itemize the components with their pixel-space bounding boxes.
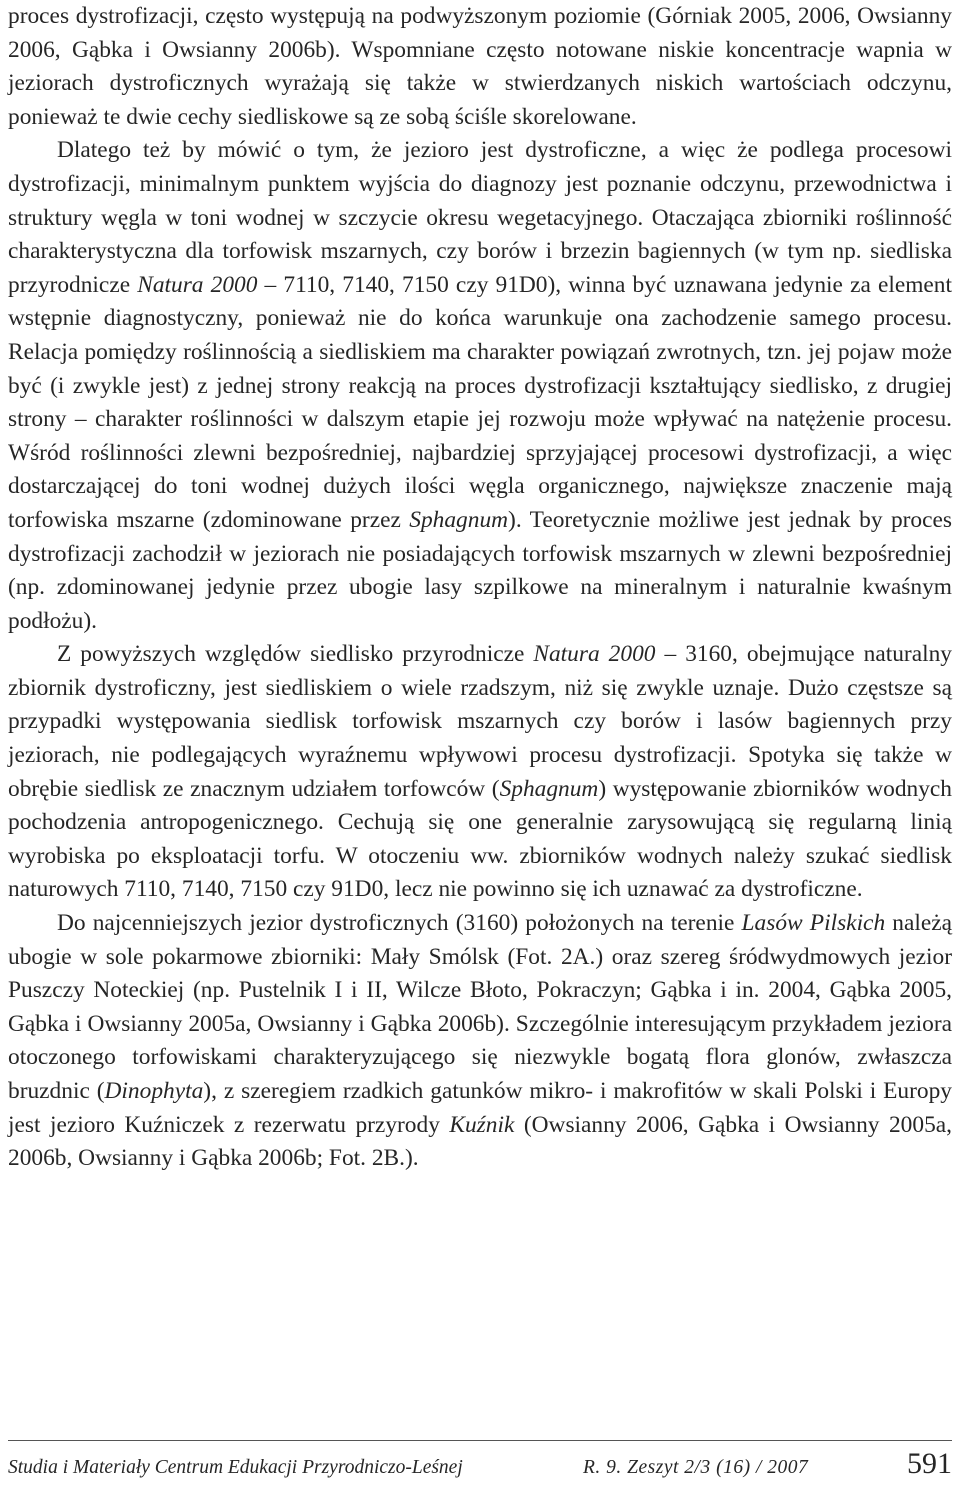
- paragraph-4-italic-dinophyta: Dinophyta: [104, 1078, 204, 1104]
- page-number: 591: [907, 1447, 952, 1480]
- paragraph-2-italic-sphagnum: Sphagnum: [409, 506, 509, 533]
- paragraph-1-text: proces dystrofizacji, często występują na podwyższonym poziomie (Górniak 2005, 2006, Owsianny 2006, Gąbka i Owsianny 2006b). Wspomniane często notowane niskie koncentracje wapnia w jeziorach dystroficznych wyrażają się także w stwierdzanych niskich wartościach odczynu, ponieważ te dwie cechy siedliskowe są ze sobą ściśle skorelowane.: [8, 3, 952, 130]
- paragraph-4-text-d: (Owsianny 2006, Gąbka i Owsianny 2005a, 2006b, Owsianny i Gąbka 2006b; Fot. 2B.).: [8, 1111, 952, 1172]
- paragraph-2-italic-natura: Natura 2000: [137, 271, 258, 298]
- paragraph-3-italic-natura: Natura 2000: [533, 641, 656, 668]
- paragraph-2-text-a: Dlatego też by mówić o tym, że jezioro jest dystroficzne, a więc że podlega procesowi dystrofizacji, minimalnym punktem wyjścia do diagnozy jest poznanie odczynu, przewodnictwa i struktury węgla w toni wodnej w szczycie okresu wegetacyjnego. Otaczająca zbiorniki roślinność charakterystyczna dla torfowisk mszarnych, czy borów i brzezin bagiennych (w tym np. siedliska przyrodnicze: [8, 137, 952, 298]
- paragraph-3-italic-sphagnum: Sphagnum: [499, 775, 599, 802]
- paragraph-2-text-c: ). Teoretycznie możliwe jest jednak by proces dystrofizacji zachodził w jeziorach nie posiadających torfowisk mszarnych w zlewni bezpośredniej (np. zdominowanej jedynie przez ubogie lasy szpilkowe na mineralnym i naturalnie kwaśnym podłożu).: [8, 506, 952, 634]
- paragraph-3-text-b: – 3160, obejmujące naturalny zbiornik dystroficzny, jest siedliskiem o wiele rzadszym, niż się zwykle uznaje. Dużo częstsze są przypadki występowania siedlisk torfowisk mszarnych czy borów i lasów bagiennych przy jeziorach, nie podlegających wyraźnemu wpływowi procesu dystrofizacji. Spotyka się także w obrębie siedlisk ze znacznym udziałem torfowców (: [8, 641, 952, 802]
- paragraph-4-italic-lasow-pilskich: Lasów Pilskich: [741, 910, 886, 937]
- page-footer: [8, 1440, 952, 1485]
- paragraph-1: [8, 0, 952, 134]
- paragraph-4-text-a: Do najcenniejszych jezior dystroficznych (3160) położonych na terenie: [57, 910, 742, 937]
- paragraph-3-text-a: Z powyższych względów siedlisko przyrodnicze: [57, 641, 534, 668]
- paragraph-3: [8, 638, 952, 907]
- journal-title: Studia i Materiały Centrum Edukacji Przyrodniczo-Leśnej: [8, 1457, 463, 1478]
- paragraph-4-italic-kuznik: Kuźnik: [449, 1111, 515, 1138]
- paragraph-3-text-c: ) występowanie zbiorników wodnych pochodzenia antropogenicznego. Cechują się one generalnie zarysowującą się regularną linią wyrobiska po eksploatacji torfu. W otoczeniu ww. zbiorników wodnych należy szukać siedlisk naturowych 7110, 7140, 7150 czy 91D0, lecz nie powinno się ich uznawać za dystroficzne.: [8, 775, 952, 903]
- paragraph-4: [8, 907, 952, 1176]
- paragraph-4-text-b: należą ubogie w sole pokarmowe zbiorniki: Mały Smólsk (Fot. 2A.) oraz szereg śródwydmowych jezior Puszczy Noteckiej (np. Pustelnik I i II, Wilcze Błoto, Pokraczyn; Gąbka i in. 2004, Gąbka 2005, Gąbka i Owsianny 2005a, Owsianny i Gąbka 2006b). Szczególnie interesującym przykładem jeziora otoczonego torfowiskami charakteryzującego się niezwykle bogatą flora glonów, zwłaszcza bruzdnic (: [8, 910, 953, 1104]
- issue-info: R. 9. Zeszyt 2/3 (16) / 2007: [583, 1457, 809, 1478]
- paragraph-4-text-c: ), z szeregiem rzadkich gatunków mikro- i makrofitów w skali Polski i Europy jest jezioro Kuźniczek z rezerwatu przyrody: [8, 1078, 952, 1138]
- page-body: [8, 0, 952, 1176]
- paragraph-2-text-b: – 7110, 7140, 7150 czy 91D0), winna być uznawana jedynie za element wstępnie diagnostyczny, ponieważ nie do końca warunkuje ona zachodzenie samego procesu. Relacja pomiędzy roślinnością a siedliskiem ma charakter powiązań zwrotnych, tzn. jej pojaw może być (i zwykle jest) z jednej strony reakcją na proces dystrofizacji kształtujący siedlisko, z drugiej strony – charakter roślinności w dalszym etapie jej rozwoju może wpływać na natężenie procesu. Wśród roślinności zlewni bezpośredniej, najbardziej sprzyjającej procesowi dystrofizacji, a więc dostarczającej do toni wodnej dużych ilości węgla organicznego, największe znaczenie mają torfowiska mszarne (zdominowane przez: [8, 271, 952, 533]
- paragraph-2: [8, 134, 952, 638]
